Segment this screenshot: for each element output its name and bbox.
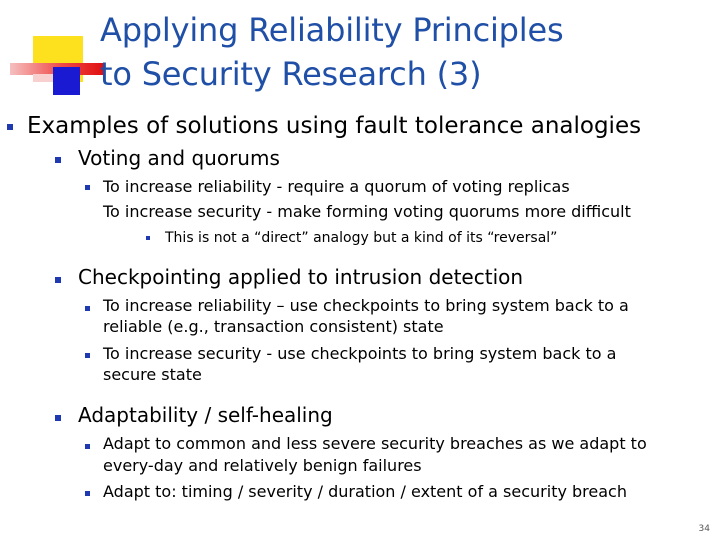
voting-note: This is not a “direct” analogy but a kind of its “reversal”: [165, 230, 558, 246]
bullet-square-icon: [85, 306, 90, 311]
decor-blue-square: [53, 67, 80, 95]
page-number: 34: [698, 524, 710, 534]
item-voting-label: Voting and quorums: [78, 146, 280, 170]
bullet-square-icon: [85, 185, 90, 190]
checkpointing-sub2-line-2: secure state: [103, 365, 202, 384]
adaptability-sub1-line-1: Adapt to common and less severe security breaches as we adapt to: [103, 434, 647, 453]
bullet-square-icon: [7, 124, 13, 130]
bullet-square-icon: [85, 353, 90, 358]
adaptability-sub1-line-2: every-day and relatively benign failures: [103, 456, 422, 475]
bullet-square-icon: [85, 491, 90, 496]
slide-title-line-1: Applying Reliability Principles: [100, 11, 564, 49]
voting-sub-line-2: To increase security - make forming voting quorums more difficult: [103, 202, 631, 221]
voting-sub-line-1: To increase reliability - require a quorum of voting replicas: [103, 177, 570, 196]
slide-title-line-2: to Security Research (3): [100, 55, 482, 93]
item-checkpointing-label: Checkpointing applied to intrusion detection: [78, 265, 524, 289]
adaptability-sub2-line-1: Adapt to: timing / severity / duration / extent of a security breach: [103, 482, 627, 501]
checkpointing-sub1-line-1: To increase reliability – use checkpoints to bring system back to a: [103, 296, 629, 315]
bullet-square-icon: [55, 415, 61, 421]
slide-title: [100, 8, 700, 96]
bullet-square-icon: [85, 444, 90, 449]
bullet-square-icon: [55, 277, 61, 283]
item-adaptability-label: Adaptability / self-healing: [78, 403, 333, 427]
decor-pink-patch: [33, 74, 53, 82]
checkpointing-sub1-line-2: reliable (e.g., transaction consistent) state: [103, 317, 444, 336]
bullet-square-icon: [55, 157, 61, 163]
heading-examples: Examples of solutions using fault tolerance analogies: [27, 113, 642, 139]
checkpointing-sub2-line-1: To increase security - use checkpoints to bring system back to a: [103, 344, 617, 363]
bullet-square-icon: [146, 236, 150, 240]
